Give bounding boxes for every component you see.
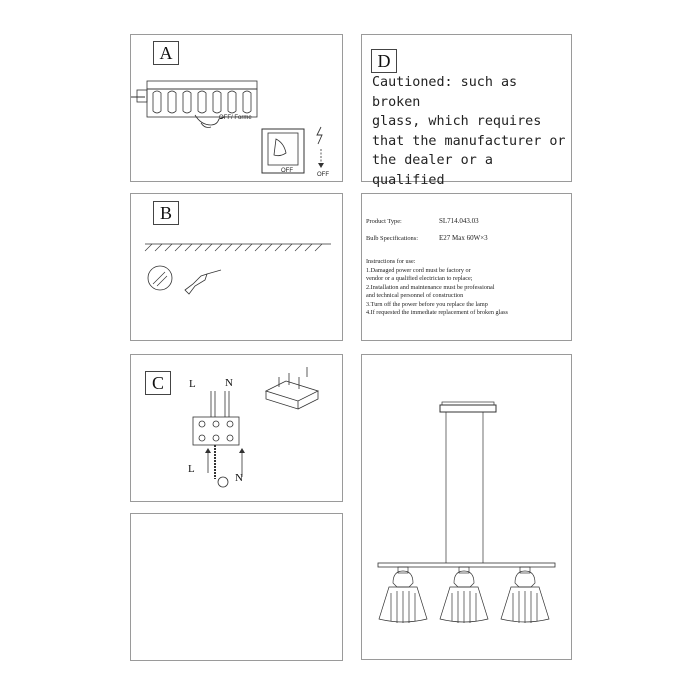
switch-off-label: OFF [281, 168, 293, 174]
panel-d-letter: D [371, 49, 397, 73]
bulb-spec-value: E27 Max 60W×3 [439, 234, 488, 242]
live-wire-top-label: L [189, 378, 196, 390]
panel-empty [130, 513, 343, 661]
panel-c-letter: C [145, 371, 171, 395]
panel-a-letter: A [153, 41, 179, 65]
neutral-wire-top-label: N [225, 377, 233, 389]
live-wire-bottom-label: L [188, 463, 195, 475]
product-type-value: SL714.043.03 [439, 217, 479, 225]
caution-line: Cautioned: such as broken [372, 75, 518, 110]
panel-b-letter: B [153, 201, 179, 225]
arrow-off-label: OFF [317, 172, 329, 178]
panel-lamp-drawing [361, 354, 572, 660]
instruction-line: 1.Damaged power cord must be factory or [366, 266, 471, 274]
panel-c-wiring [130, 354, 343, 502]
ceiling-drill-illustration [131, 194, 344, 342]
product-type-label: Product Type: [366, 218, 402, 225]
instruction-line: 4.If requested the immediate replacement of broken glass [366, 309, 508, 316]
instructions-title: Instructions for use: [366, 258, 416, 265]
panel-specifications [361, 193, 572, 341]
terminal-block-illustration [131, 35, 344, 183]
neutral-wire-bottom-label: N [235, 472, 243, 484]
caution-line: glass, which requires [372, 114, 542, 129]
pendant-lamp-illustration [362, 355, 573, 661]
instruction-line: 3.Turn off the power before you replace the lamp [366, 300, 488, 308]
panel-b-ceiling-drilling [130, 193, 343, 341]
wiring-connector-illustration [131, 355, 344, 503]
panel-d-caution [361, 34, 572, 188]
instruction-line: and technical personnel of construction [366, 292, 464, 299]
panel-a-turn-off-power [130, 34, 343, 182]
off-forme-label: OFF/ Forme [219, 115, 252, 121]
instruction-line: vendor or a qualified electrician to replace; [366, 275, 473, 282]
bulb-spec-label: Bulb Specifications: [366, 235, 419, 242]
caution-line: that the manufacturer or [372, 133, 566, 149]
caution-line: the dealer or a qualified [372, 153, 493, 188]
instruction-line: 2.Installation and maintenance must be professional [366, 283, 495, 291]
caution-text [372, 73, 572, 210]
instructions-block [366, 258, 508, 318]
